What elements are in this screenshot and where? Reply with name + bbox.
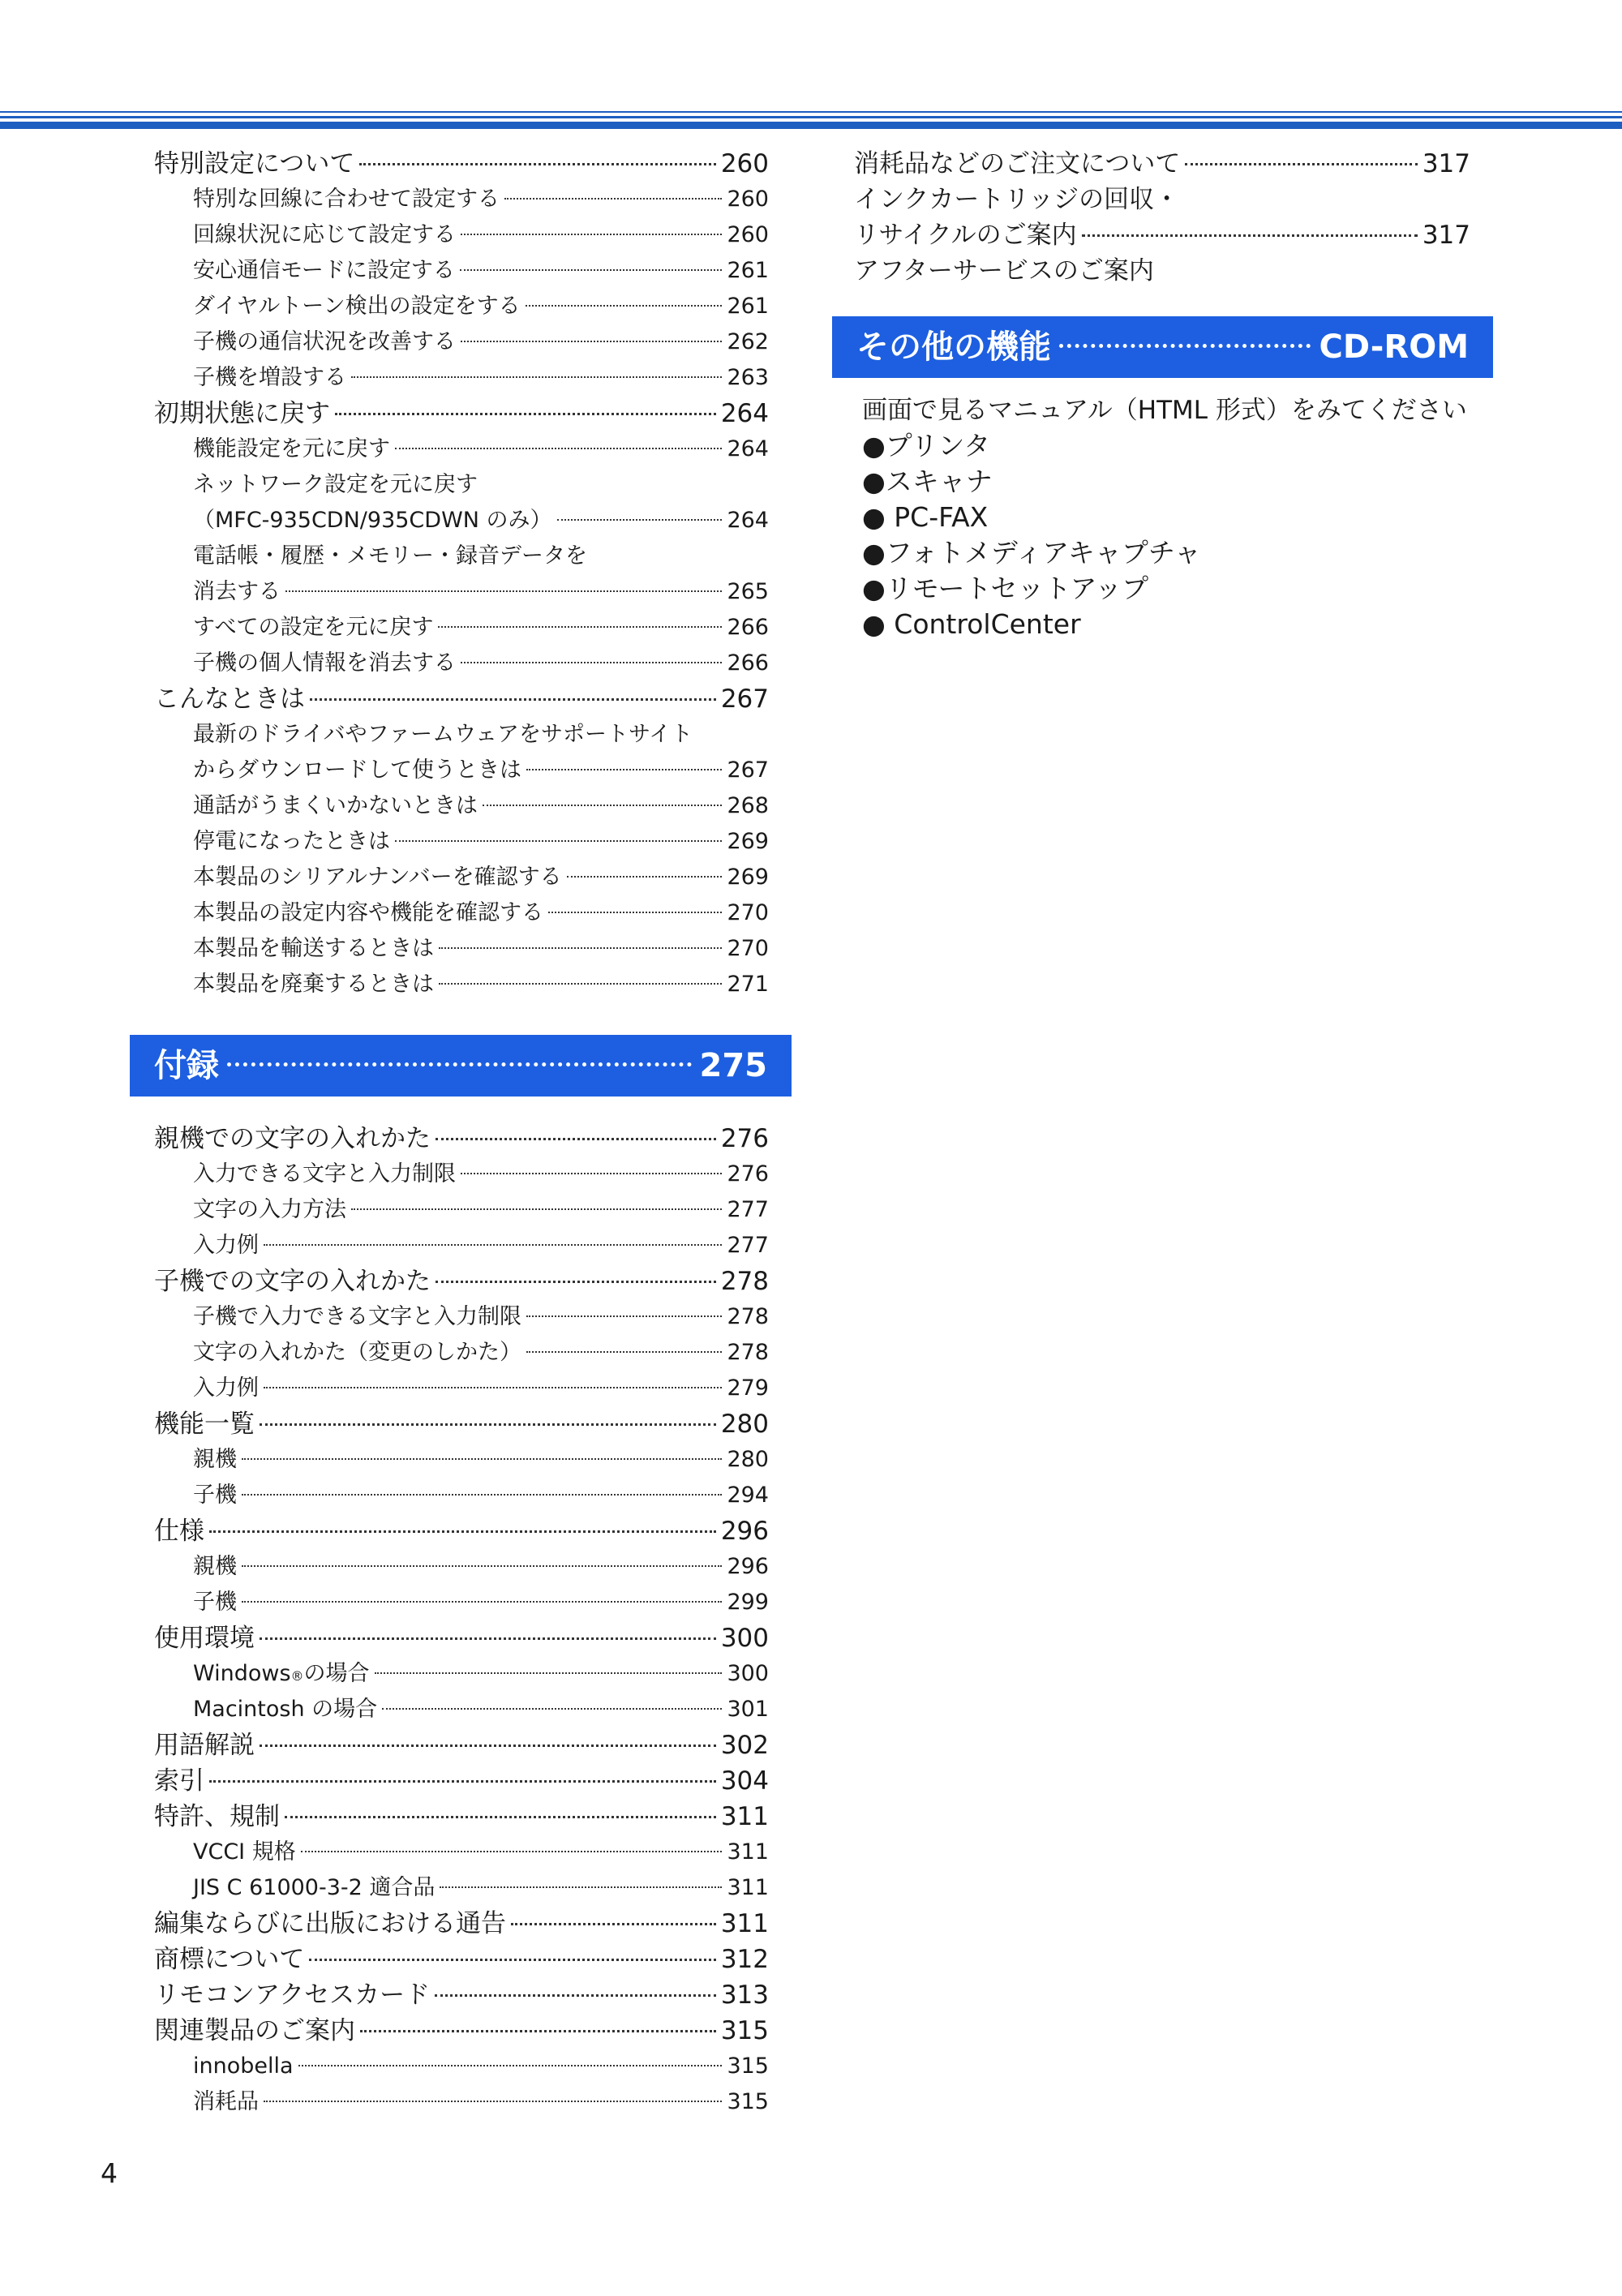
dot-leader (335, 413, 716, 415)
toc-subentry[interactable] (154, 1157, 769, 1192)
page-number: 4 (101, 2157, 118, 2189)
toc-page-number: 315 (727, 2054, 769, 2079)
toc-subentry[interactable] (154, 360, 769, 396)
toc-entry-line: ネットワーク設定を元に戻す (193, 472, 478, 497)
toc-page-number: 280 (720, 1410, 769, 1439)
toc-entry-title: VCCI 規格 (193, 1839, 296, 1865)
toc-page-number: 267 (720, 685, 769, 714)
toc-entry[interactable] (854, 217, 1470, 253)
dot-leader (209, 1530, 716, 1533)
dot-leader (264, 2101, 722, 2102)
toc-page-number: 294 (727, 1483, 769, 1508)
top-rule-thick (0, 122, 1622, 129)
dot-leader (436, 1138, 716, 1140)
toc-left-column (154, 146, 769, 2120)
toc-entry[interactable] (154, 396, 769, 431)
toc-page-number: 268 (727, 793, 769, 818)
toc-subentry[interactable] (154, 217, 769, 253)
toc-entry[interactable] (154, 1406, 769, 1442)
toc-entry-title: 子機を増設する (193, 365, 346, 390)
toc-page-number: 279 (727, 1375, 769, 1401)
toc-page-number: 300 (720, 1624, 769, 1653)
dot-leader (526, 1315, 722, 1317)
toc-entry-title: （MFC-935CDN/935CDWN のみ） (193, 508, 552, 533)
toc-section-group-3 (854, 146, 1470, 289)
toc-page-number: 270 (727, 900, 769, 925)
toc-entry-title: アフターサービスのご案内 (854, 256, 1154, 285)
toc-entry-title: 特別設定について (154, 149, 355, 178)
dot-leader (483, 805, 722, 806)
dot-leader (351, 1208, 722, 1210)
cd-rom-feature-item: ● ControlCenter (862, 608, 1081, 640)
toc-subentry[interactable] (154, 1228, 769, 1264)
toc-entry[interactable] (154, 1942, 769, 1977)
toc-entry-title: 本製品を廃棄するときは (193, 972, 434, 997)
toc-entry-title: すべての設定を元に戻す (193, 615, 434, 640)
toc-entry-title: 文字の入れかた（変更のしかた） (193, 1340, 521, 1365)
cd-rom-feature-list (854, 428, 1470, 642)
toc-entry[interactable] (154, 146, 769, 182)
toc-page-number: 300 (727, 1661, 769, 1686)
toc-page-number: 266 (727, 615, 769, 640)
toc-entry-title: 子機の個人情報を消去する (193, 650, 456, 676)
toc-entry-title: 関連製品のご案内 (154, 2016, 355, 2045)
toc-page-number: 311 (727, 1839, 769, 1865)
dot-leader (395, 840, 722, 842)
toc-page-number: 304 (720, 1766, 769, 1796)
toc-page-number: 311 (720, 1802, 769, 1831)
dot-leader (440, 1886, 722, 1888)
dot-leader (461, 662, 722, 663)
toc-page-number: 317 (1422, 221, 1470, 250)
dot-leader (461, 1173, 722, 1174)
toc-page-number: 261 (727, 294, 769, 319)
dot-leader (557, 519, 723, 521)
toc-entry-title: 入力例 (193, 1375, 259, 1401)
cd-rom-feature-item: ●リモートセットアップ (862, 573, 1149, 604)
toc-entry[interactable] (154, 1977, 769, 2013)
toc-entry-line: 電話帳・履歴・メモリー・録音データを (193, 543, 587, 569)
cd-rom-feature-item: ●フォトメディアキャプチャ (862, 537, 1201, 569)
toc-entry-title: 入力例 (193, 1233, 259, 1258)
dot-leader (439, 947, 722, 949)
dot-leader (438, 626, 722, 628)
dot-leader (260, 1745, 716, 1747)
toc-entry-line: 最新のドライバやファームウェアをサポートサイト (193, 722, 693, 747)
toc-entry[interactable] (154, 681, 769, 717)
toc-page-number: 301 (727, 1697, 769, 1722)
toc-entry-title: 通話がうまくいかないときは (193, 793, 478, 818)
dot-leader (359, 163, 715, 165)
toc-subentry[interactable] (154, 1299, 769, 1335)
dot-leader (526, 305, 723, 307)
top-rule-thin-1 (0, 111, 1622, 113)
toc-page-number: 278 (727, 1340, 769, 1365)
dot-leader (310, 698, 716, 701)
dot-leader (360, 2030, 716, 2032)
toc-page-number: 311 (727, 1875, 769, 1900)
toc-entry-title: 商標について (154, 1945, 305, 1974)
toc-page-number: 264 (727, 508, 769, 533)
toc-page-number: 312 (720, 1945, 769, 1974)
toc-entry-title: 使用環境 (154, 1624, 255, 1653)
toc-entry-title: 特別な回線に合わせて設定する (193, 187, 500, 212)
toc-entry-title: 本製品のシリアルナンバーを確認する (193, 865, 562, 890)
toc-entry-title: こんなときは (154, 685, 305, 714)
toc-entry-title: innobella (193, 2054, 294, 2079)
toc-entry-title: 親機 (193, 1447, 237, 1472)
dot-leader (1185, 163, 1417, 165)
toc-subentry[interactable] (154, 289, 769, 324)
toc-page-number: 302 (720, 1731, 769, 1760)
toc-entry-title: 消耗品 (193, 2089, 259, 2114)
appendix-banner[interactable] (130, 1035, 792, 1097)
toc-page-number: 299 (727, 1590, 769, 1615)
toc-entry-title: 本製品の設定内容や機能を確認する (193, 900, 543, 925)
toc-subentry[interactable] (154, 2049, 769, 2084)
toc-page-number: 263 (727, 365, 769, 390)
other-features-banner[interactable] (832, 316, 1493, 378)
toc-entry-title: 消去する (193, 579, 281, 604)
toc-subentry[interactable] (154, 503, 769, 539)
toc-subentry[interactable] (154, 1442, 769, 1478)
toc-page-number: 269 (727, 829, 769, 854)
toc-page-number: 264 (727, 436, 769, 461)
toc-entry-title: からダウンロードして使うときは (193, 757, 521, 783)
toc-entry[interactable] (154, 1727, 769, 1763)
toc-page-number: 260 (727, 222, 769, 247)
dot-leader (242, 1601, 722, 1603)
toc-entry-title: 親機での文字の入れかた (154, 1124, 431, 1153)
dot-leader (309, 1959, 715, 1961)
cd-rom-feature-item: ●スキャナ (862, 466, 993, 497)
dot-leader (260, 1637, 716, 1640)
toc-page-number: 317 (1422, 149, 1470, 178)
toc-entry-title: JIS C 61000-3-2 適合品 (193, 1875, 436, 1900)
toc-page-number: 264 (720, 399, 769, 428)
toc-page-number: 276 (727, 1161, 769, 1187)
toc-entry-title: 子機の通信状況を改善する (193, 329, 456, 354)
toc-entry[interactable] (854, 146, 1470, 182)
top-rule-thin-2 (0, 116, 1622, 118)
toc-page-number: 296 (720, 1517, 769, 1546)
dot-leader (511, 1923, 716, 1925)
toc-subentry[interactable] (154, 788, 769, 824)
toc-right-column (854, 146, 1470, 642)
toc-subentry[interactable] (154, 1585, 769, 1620)
cd-rom-intro: 画面で見るマニュアル（HTML 形式）をみてください (862, 396, 1467, 425)
dot-leader (526, 769, 722, 770)
toc-entry-title-suffix: の場合 (303, 1661, 370, 1686)
toc-entry[interactable] (154, 2013, 769, 2049)
toc-subentry[interactable] (154, 1549, 769, 1585)
toc-entry-title: 消耗品などのご注文について (854, 149, 1181, 178)
banner-leader (1059, 344, 1311, 348)
dot-leader (461, 341, 722, 342)
toc-subentry[interactable] (154, 1371, 769, 1406)
banner-leader (227, 1062, 692, 1066)
toc-page-number: 267 (727, 757, 769, 783)
toc-subentry[interactable] (154, 182, 769, 217)
toc-entry-title: 安心通信モードに設定する (193, 258, 455, 283)
toc-entry[interactable] (154, 1906, 769, 1942)
dot-leader (1082, 234, 1418, 237)
toc-entry-title: 機能一覧 (154, 1410, 255, 1439)
dot-leader (395, 448, 722, 449)
toc-page-number: 315 (727, 2089, 769, 2114)
toc-entry-title: 初期状態に戻す (154, 399, 330, 428)
toc-entry[interactable] (154, 1264, 769, 1299)
toc-page-number: 278 (727, 1304, 769, 1329)
toc-entry-title: 子機で入力できる文字と入力制限 (193, 1304, 521, 1329)
dot-leader (264, 1244, 722, 1246)
toc-entry-title: ダイヤルトーン検出の設定をする (193, 294, 521, 319)
other-features-banner-title: その他の機能 (856, 328, 1051, 366)
toc-section-group-1 (154, 146, 769, 1002)
toc-subentry[interactable] (154, 610, 769, 646)
dot-leader (285, 590, 722, 592)
toc-subentry[interactable] (154, 824, 769, 860)
toc-subentry[interactable] (154, 1192, 769, 1228)
toc-entry-title: 子機での文字の入れかた (154, 1267, 431, 1296)
dot-leader (260, 1423, 716, 1426)
dot-leader (460, 269, 723, 271)
toc-entry-title: 入力できる文字と入力制限 (193, 1161, 456, 1187)
cd-rom-feature-item: ● PC-FAX (862, 501, 989, 533)
toc-page-number: 313 (720, 1981, 769, 2010)
toc-entry[interactable] (154, 1513, 769, 1549)
toc-subentry[interactable] (154, 431, 769, 467)
toc-subentry[interactable] (154, 1835, 769, 1870)
dot-leader (242, 1458, 722, 1460)
toc-entry-title: 本製品を輸送するときは (193, 936, 434, 961)
toc-subentry[interactable] (154, 646, 769, 681)
toc-page-number: 276 (720, 1124, 769, 1153)
other-features-banner-page: CD-ROM (1319, 328, 1469, 366)
toc-entry[interactable] (154, 1799, 769, 1835)
toc-page-number: 315 (720, 2016, 769, 2045)
toc-page-number: 270 (727, 936, 769, 961)
toc-page-number: 260 (727, 187, 769, 212)
dot-leader (548, 912, 722, 913)
dot-leader (298, 2065, 723, 2066)
toc-entry-title: リサイクルのご案内 (854, 221, 1077, 250)
dot-leader (436, 1281, 716, 1283)
toc-subentry[interactable] (154, 574, 769, 610)
toc-subentry[interactable] (154, 967, 769, 1002)
toc-page-number: 311 (720, 1909, 769, 1938)
toc-subentry[interactable] (154, 931, 769, 967)
dot-leader (264, 1387, 722, 1388)
toc-entry[interactable] (154, 1121, 769, 1157)
toc-entry-title: Windows (193, 1661, 291, 1686)
toc-page-number: 271 (727, 972, 769, 997)
toc-subentry[interactable] (154, 1335, 769, 1371)
toc-page-number: 277 (727, 1233, 769, 1258)
cd-rom-feature-item: ●プリンタ (862, 430, 991, 461)
dot-leader (435, 1994, 716, 1997)
toc-entry-title: 仕様 (154, 1517, 204, 1546)
toc-entry-title: 子機 (193, 1483, 237, 1508)
toc-entry-title: 特許、規制 (154, 1802, 280, 1831)
toc-page-number: 266 (727, 650, 769, 676)
toc-subentry[interactable] (154, 753, 769, 788)
dot-leader (439, 983, 722, 985)
toc-entry-title: リモコンアクセスカード (154, 1981, 431, 2010)
toc-page-number: 262 (727, 329, 769, 354)
toc-page-number: 278 (720, 1267, 769, 1296)
toc-page-number: 265 (727, 579, 769, 604)
dot-leader (375, 1672, 723, 1674)
toc-entry[interactable] (154, 1763, 769, 1799)
toc-page-number: 269 (727, 865, 769, 890)
toc-subentry[interactable] (154, 860, 769, 895)
dot-leader (351, 376, 722, 378)
dot-leader (242, 1494, 722, 1496)
toc-page-number: 296 (727, 1554, 769, 1579)
toc-subentry[interactable]: Windows ® の場合 300 (154, 1656, 769, 1692)
dot-leader (461, 234, 722, 235)
dot-leader (301, 1851, 723, 1852)
toc-entry-title: 用語解説 (154, 1731, 255, 1760)
toc-entry-title: 索引 (154, 1766, 204, 1796)
toc-entry-title: 文字の入力方法 (193, 1197, 346, 1222)
toc-subentry[interactable] (154, 1692, 769, 1727)
toc-entry-title: 回線状況に応じて設定する (193, 222, 456, 247)
toc-page-number: 277 (727, 1197, 769, 1222)
toc-entry-title: 編集ならびに出版における通告 (154, 1909, 506, 1938)
dot-leader (567, 876, 723, 878)
toc-subentry[interactable] (154, 324, 769, 360)
toc-entry-line: インクカートリッジの回収・ (854, 185, 1180, 214)
dot-leader (504, 198, 722, 200)
dot-leader (209, 1780, 716, 1783)
toc-subentry[interactable] (154, 895, 769, 931)
toc-entry-title: 機能設定を元に戻す (193, 436, 390, 461)
toc-subentry[interactable] (154, 2084, 769, 2120)
toc-subentry[interactable] (154, 253, 769, 289)
dot-leader (526, 1351, 722, 1353)
dot-leader (382, 1708, 722, 1710)
toc-subentry[interactable] (154, 1478, 769, 1513)
toc-entry-title: 子機 (193, 1590, 237, 1615)
toc-entry[interactable] (854, 253, 1470, 289)
toc-entry-title: 停電になったときは (193, 829, 390, 854)
toc-page-number: 280 (727, 1447, 769, 1472)
appendix-banner-title: 付録 (154, 1047, 219, 1084)
toc-page-number: 260 (720, 149, 769, 178)
toc-page-number: 261 (727, 258, 769, 283)
toc-entry-title: Macintosh の場合 (193, 1697, 378, 1722)
toc-subentry[interactable] (154, 1870, 769, 1906)
dot-leader (285, 1816, 716, 1818)
toc-section-group-2 (154, 1121, 769, 2120)
dot-leader (242, 1565, 722, 1567)
toc-entry-title: 親機 (193, 1554, 237, 1579)
toc-entry[interactable] (154, 1620, 769, 1656)
appendix-banner-page: 275 (699, 1047, 767, 1084)
